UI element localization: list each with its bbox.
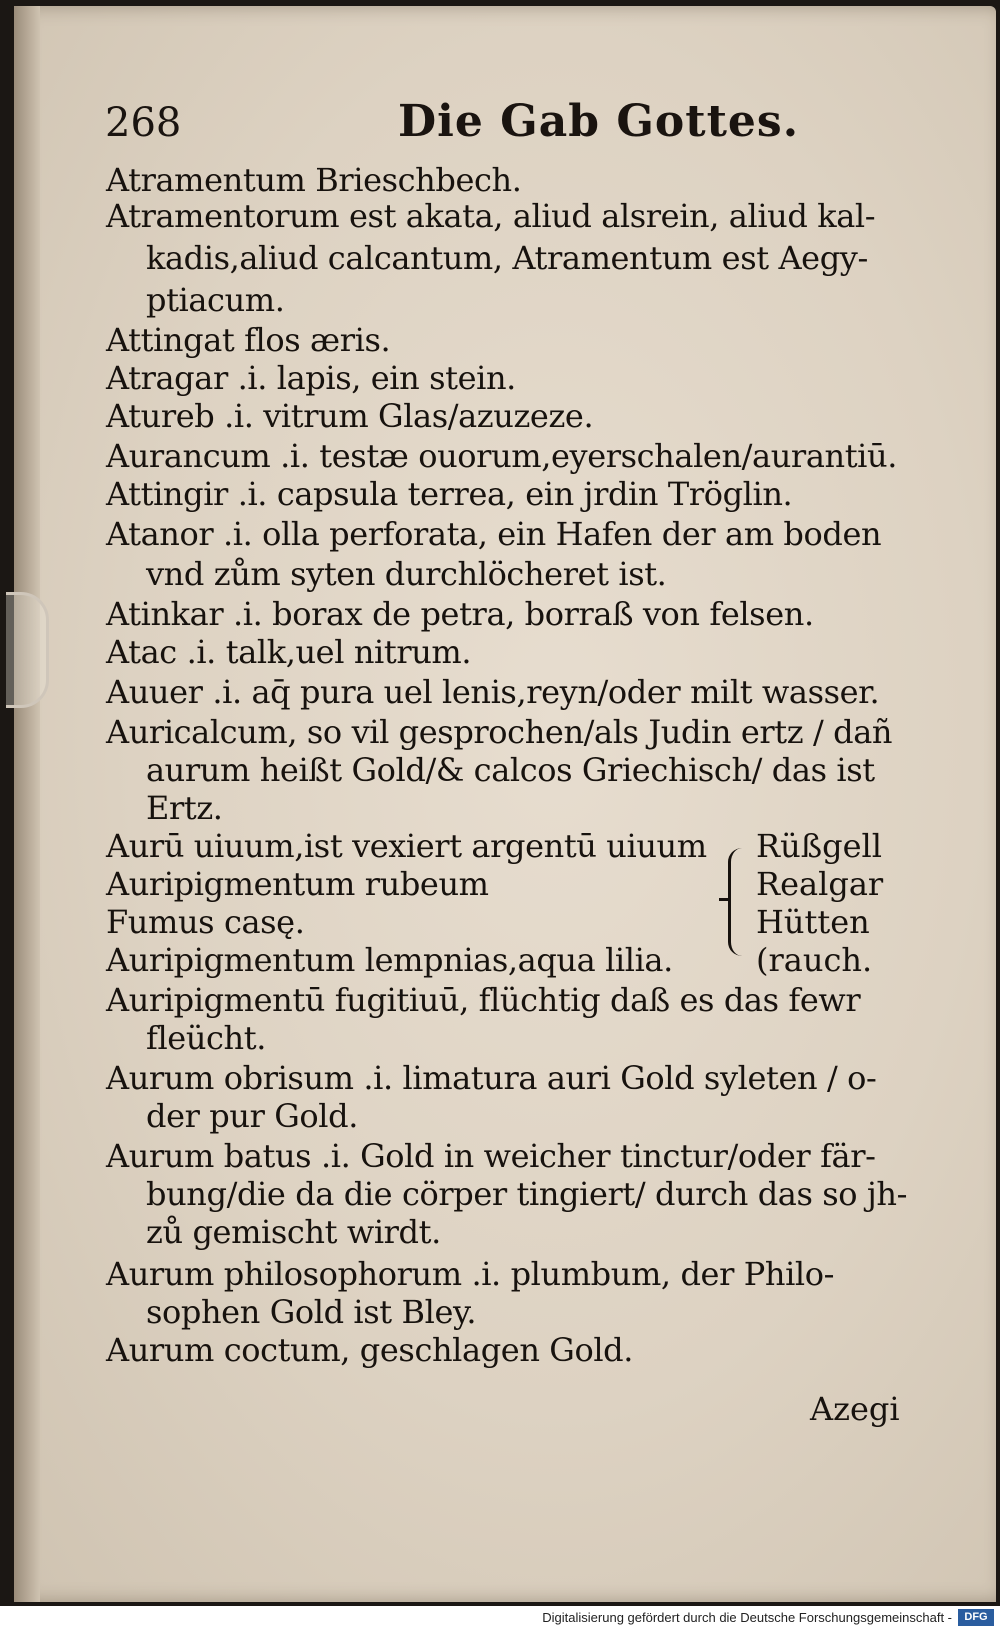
text-line: Aurancum .i. testæ ouorum,eyerschalen/aurantiū. <box>106 437 897 475</box>
text-line: ptiacum. <box>146 281 285 319</box>
catchword: Azegi <box>810 1390 900 1428</box>
running-title: Die Gab Gottes. <box>398 96 800 147</box>
text-line: Atanor .i. olla perforata, ein Hafen der am boden <box>106 515 882 553</box>
text-line: Atinkar .i. borax de petra, borraß von felsen. <box>106 595 814 633</box>
funding-credit: Digitalisierung gefördert durch die Deutsche Forschungsgemeinschaft - <box>542 1610 952 1625</box>
text-line: Fumus casę. <box>106 903 305 941</box>
text-line: Aurum batus .i. Gold in weicher tinctur/oder fär- <box>106 1137 876 1175</box>
text-line: Atramentorum est akata, aliud alsrein, aliud kal- <box>106 197 876 235</box>
bracket-note: Hütten <box>756 903 870 941</box>
bracket-note: Rüßgell <box>756 827 882 865</box>
curly-brace <box>728 848 751 956</box>
text-line: Ertz. <box>146 789 223 827</box>
text-line: Aurum philosophorum .i. plumbum, der Philo- <box>106 1255 835 1293</box>
page-gutter <box>14 6 40 1602</box>
text-line: zů gemischt wirdt. <box>146 1213 441 1251</box>
text-line: Atureb .i. vitrum Glas/azuzeze. <box>106 397 594 435</box>
text-line: Auripigmentum rubeum <box>106 865 489 903</box>
text-line: Atac .i. talk,uel nitrum. <box>106 633 472 671</box>
text-line: Attingat flos æris. <box>106 321 391 359</box>
bracket-note: Realgar <box>756 865 884 903</box>
text-line: Atramentum Brieschbech. <box>106 161 522 199</box>
text-line: der pur Gold. <box>146 1097 358 1135</box>
text-line: sophen Gold ist Bley. <box>146 1293 477 1331</box>
text-line: Attingir .i. capsula terrea, ein jrdin Tröglin. <box>106 475 793 513</box>
book-clasp <box>6 592 49 708</box>
bracket-note: (rauch. <box>756 941 873 979</box>
page-number: 268 <box>105 100 182 146</box>
text-line: Aurum obrisum .i. limatura auri Gold syleten / o- <box>106 1059 877 1097</box>
text-line: Auripigmentū fugitiuū, flüchtig daß es das fewr <box>106 981 861 1019</box>
text-line: Auuer .i. aq̄ pura uel lenis,reyn/oder milt wasser. <box>106 673 880 711</box>
text-line: Auricalcum, so vil gesprochen/als Judin ertz / dañ <box>106 713 893 751</box>
page-header <box>0 92 1000 152</box>
text-line: vnd zům syten durchlöcheret ist. <box>146 555 667 593</box>
digitization-footer <box>0 1606 1000 1630</box>
text-line: Atragar .i. lapis, ein stein. <box>106 359 516 397</box>
text-line: Auripigmentum lempnias,aqua lilia. <box>106 941 673 979</box>
text-line: aurum heißt Gold/& calcos Griechisch/ das ist <box>146 751 875 789</box>
text-line: kadis,aliud calcantum, Atramentum est Aegy- <box>146 239 868 277</box>
text-line: bung/die da die cörper tingiert/ durch das so jh- <box>146 1175 908 1213</box>
dfg-logo: DFG <box>958 1609 994 1626</box>
text-line: Aurū uiuum,ist vexiert argentū uiuum <box>106 827 707 865</box>
text-line: fleücht. <box>146 1019 266 1057</box>
text-line: Aurum coctum, geschlagen Gold. <box>106 1331 634 1369</box>
